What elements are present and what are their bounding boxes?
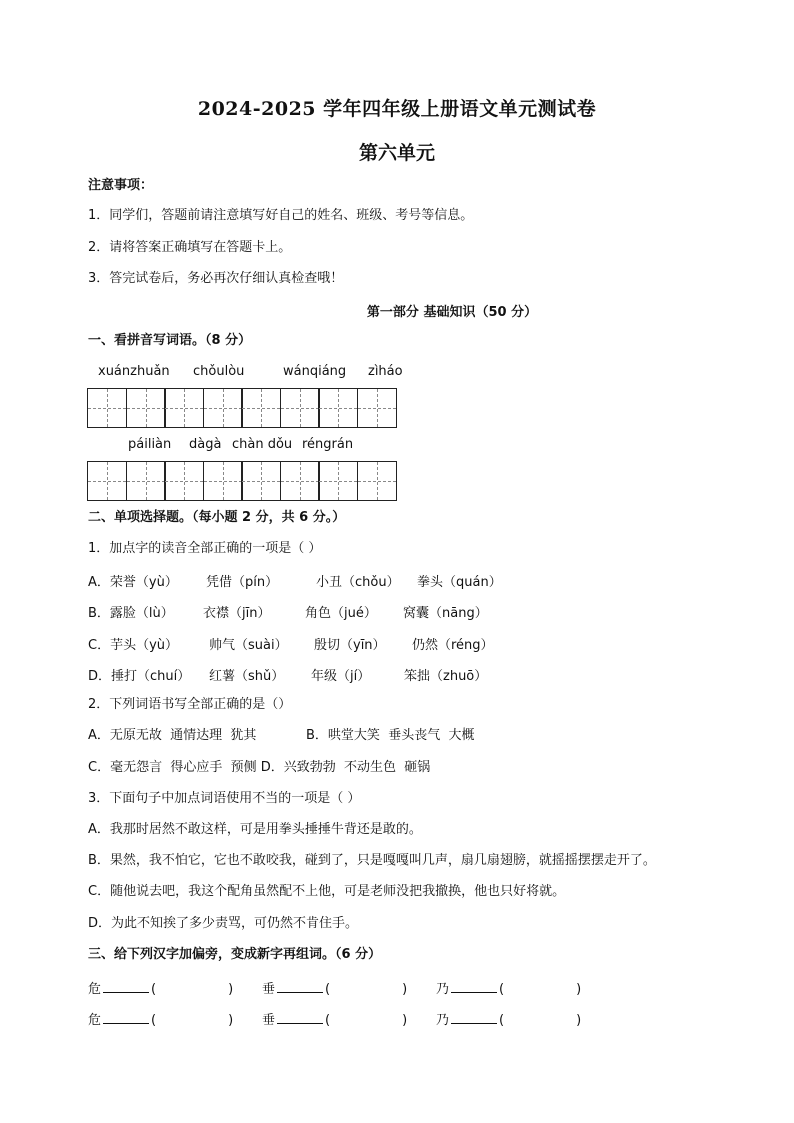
pinyin-label: xuánzhuǎn [98, 364, 170, 379]
writing-grid-word[interactable] [318, 461, 396, 501]
base-character: 乃 [436, 982, 450, 997]
choice-option: D．为此不知挨了多少责骂，可仍然不肯住手。 [88, 916, 359, 931]
pinyin-label: chǒulòu [193, 364, 245, 379]
radical-blank-row: 乃 ( ) [436, 1009, 581, 1028]
page-subtitle: 第六单元 [358, 142, 435, 164]
choice-option: 仍然（réng） [412, 638, 494, 653]
pinyin-label: páiliàn [128, 437, 172, 452]
writing-grid-word[interactable] [241, 388, 319, 428]
pinyin-label: dàgà [189, 437, 222, 452]
answer-blank[interactable] [103, 979, 149, 993]
choice-option: C．毫无怨言 得心应手 预侧 D．兴致勃勃 不动生色 砸锅 [88, 760, 431, 775]
choice-option: A．无原无故 通情达理 犹其 B．哄堂大笑 垂头丧气 大概 [88, 728, 475, 743]
base-character: 危 [88, 1013, 102, 1028]
writing-grid-cell[interactable] [357, 388, 397, 428]
notice-heading: 注意事项： [88, 178, 154, 193]
writing-grid-cell[interactable] [318, 388, 358, 428]
writing-grid-cell[interactable] [357, 461, 397, 501]
notice-item: 3．答完试卷后，务必再次仔细认真检查哦！ [88, 271, 344, 286]
choice-option: 红薯（shǔ） [209, 669, 285, 684]
pinyin-label: wánqiáng [283, 364, 347, 379]
answer-blank[interactable] [277, 979, 323, 993]
writing-grid-cell[interactable] [318, 461, 358, 501]
answer-blank[interactable] [451, 979, 497, 993]
writing-grid-row [87, 388, 395, 428]
answer-blank[interactable] [451, 1010, 497, 1024]
base-character: 危 [88, 982, 102, 997]
writing-grid-cell[interactable] [126, 461, 166, 501]
radical-blank-row: 危 ( ) [88, 1009, 233, 1028]
choice-option: B．果然，我不怕它，它也不敢咬我，碰到了，只是嘎嘎叫几声，扇几扇翅膀，就摇摇摆摆走开了。 [88, 853, 656, 868]
question-stem: 1．加点字的读音全部正确的一项是（ ） [88, 541, 322, 556]
page-title: 2024-2025 学年四年级上册语文单元测试卷 [197, 98, 597, 120]
base-character: 垂 [262, 1013, 276, 1028]
choice-option: A．荣誉（yù） [88, 575, 178, 590]
writing-grid-word[interactable] [164, 388, 242, 428]
radical-blank-row: 乃 ( ) [436, 978, 581, 997]
writing-grid-cell[interactable] [280, 388, 320, 428]
base-character: 垂 [262, 982, 276, 997]
writing-grid-cell[interactable] [164, 461, 204, 501]
writing-grid-row [87, 461, 395, 501]
writing-grid-word[interactable] [164, 461, 242, 501]
choice-option: 拳头（quán） [417, 575, 502, 590]
section-two-heading: 二、单项选择题。（每小题 2 分，共 6 分。） [88, 510, 346, 525]
writing-grid-cell[interactable] [87, 461, 127, 501]
writing-grid-cell[interactable] [164, 388, 204, 428]
answer-blank[interactable] [103, 1010, 149, 1024]
writing-grid-cell[interactable] [203, 461, 243, 501]
writing-grid-cell[interactable] [280, 461, 320, 501]
choice-option: 衣襟（jīn） [203, 606, 271, 621]
writing-grid-word[interactable] [87, 388, 165, 428]
writing-grid-cell[interactable] [241, 388, 281, 428]
writing-grid-cell[interactable] [203, 388, 243, 428]
radical-blank-row: 垂 ( ) [262, 978, 407, 997]
pinyin-label: zìháo [368, 364, 403, 379]
choice-option: 笨拙（zhuō） [404, 669, 488, 684]
choice-option: B．露脸（lù） [88, 606, 174, 621]
radical-blank-row: 垂 ( ) [262, 1009, 407, 1028]
writing-grid-word[interactable] [318, 388, 396, 428]
writing-grid-cell[interactable] [126, 388, 166, 428]
choice-option: 小丑（chǒu） [316, 575, 400, 590]
section-three-heading: 三、给下列汉字加偏旁，变成新字再组词。（6 分） [88, 947, 382, 962]
writing-grid-word[interactable] [241, 461, 319, 501]
radical-blank-row: 危 ( ) [88, 978, 233, 997]
question-stem: 2．下列词语书写全部正确的是（） [88, 697, 292, 712]
choice-option: 年级（jí） [311, 669, 371, 684]
pinyin-label: réngrán [302, 437, 354, 452]
choice-option: D．捶打（chuí） [88, 669, 191, 684]
notice-item: 2．请将答案正确填写在答题卡上。 [88, 240, 292, 255]
answer-blank[interactable] [277, 1010, 323, 1024]
choice-option: 殷切（yīn） [314, 638, 386, 653]
choice-option: 角色（jué） [305, 606, 377, 621]
question-stem: 3．下面句子中加点词语使用不当的一项是（ ） [88, 791, 361, 806]
choice-option: C．随他说去吧，我这个配角虽然配不上他，可是老师没把我撤换，他也只好将就。 [88, 884, 566, 899]
choice-option: A．我那时居然不敢这样，可是用拳头捶捶牛背还是敢的。 [88, 822, 422, 837]
choice-option: 凭借（pín） [206, 575, 279, 590]
writing-grid-word[interactable] [87, 461, 165, 501]
part-one-label: 第一部分 基础知识（50 分） [366, 305, 538, 320]
choice-option: C．芋头（yù） [88, 638, 179, 653]
base-character: 乃 [436, 1013, 450, 1028]
choice-option: 窝囊（nāng） [403, 606, 488, 621]
section-one-heading: 一、看拼音写词语。（8 分） [88, 333, 252, 348]
writing-grid-cell[interactable] [241, 461, 281, 501]
writing-grid-cell[interactable] [87, 388, 127, 428]
pinyin-label: chàn dǒu [232, 437, 293, 452]
notice-item: 1．同学们，答题前请注意填写好自己的姓名、班级、考号等信息。 [88, 208, 474, 223]
choice-option: 帅气（suài） [209, 638, 288, 653]
